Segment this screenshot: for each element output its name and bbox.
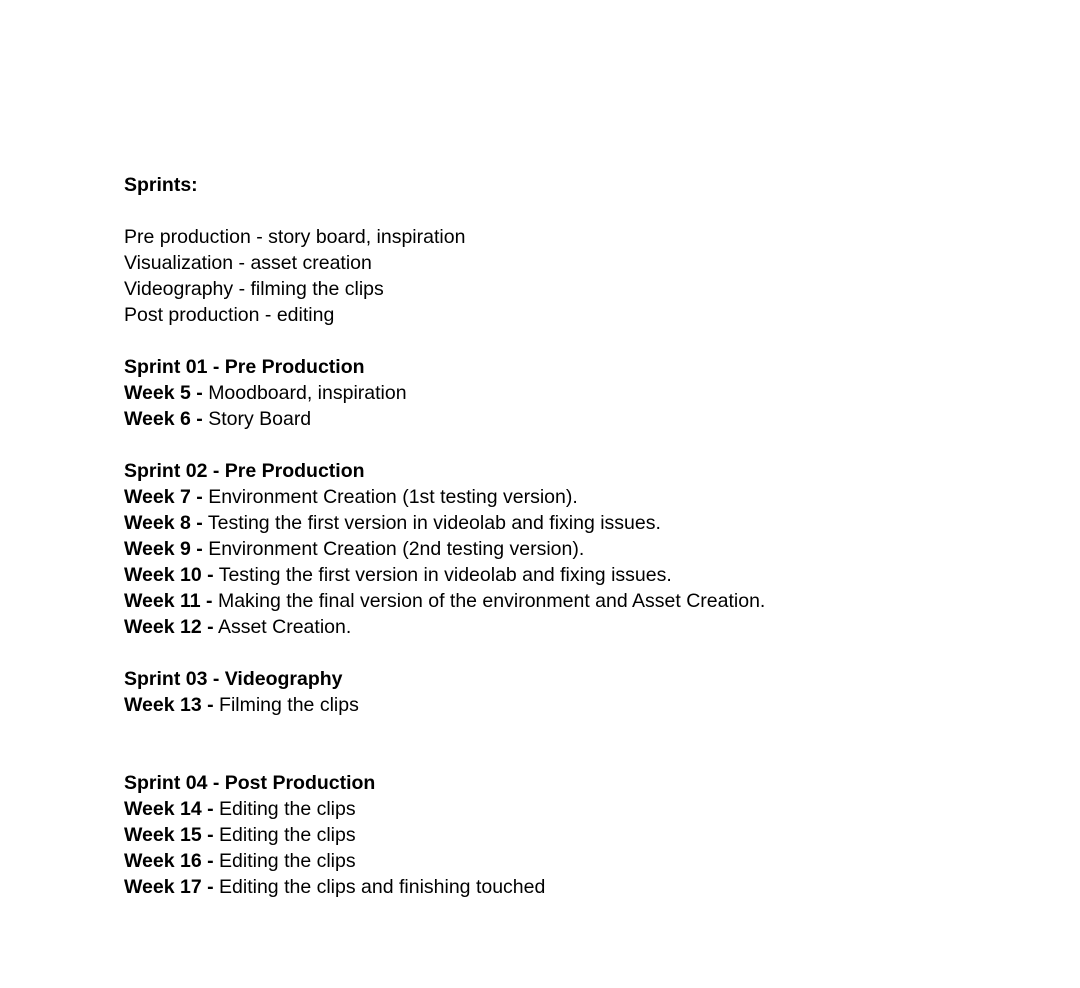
week-line bbox=[124, 822, 1080, 848]
week-line bbox=[124, 848, 1080, 874]
week-line bbox=[124, 588, 1080, 614]
week-line bbox=[124, 874, 1080, 900]
week-description: Editing the clips bbox=[219, 798, 356, 820]
week-description: Environment Creation (1st testing version). bbox=[208, 486, 578, 508]
week-description: Filming the clips bbox=[219, 694, 359, 716]
spacer-after-sprint-02 bbox=[124, 640, 1080, 666]
week-line bbox=[124, 484, 1080, 510]
phase-item: Pre production - story board, inspiration bbox=[124, 226, 466, 248]
week-description: Editing the clips bbox=[219, 824, 356, 846]
week-line bbox=[124, 510, 1080, 536]
phase-item: Videography - filming the clips bbox=[124, 278, 384, 300]
week-line bbox=[124, 796, 1080, 822]
week-line bbox=[124, 380, 1080, 406]
page-title: Sprints: bbox=[124, 174, 198, 196]
week-line bbox=[124, 406, 1080, 432]
week-line bbox=[124, 692, 1080, 718]
week-description: Testing the first version in videolab and fixing issues. bbox=[207, 512, 661, 534]
sprint-block-01 bbox=[124, 354, 1080, 432]
sprint-heading: Sprint 01 - Pre Production bbox=[124, 356, 365, 378]
week-line bbox=[124, 536, 1080, 562]
week-label: Week 11 - bbox=[124, 590, 213, 612]
week-label: Week 16 - bbox=[124, 850, 214, 872]
week-label: Week 15 - bbox=[124, 824, 214, 846]
phase-item: Post production - editing bbox=[124, 304, 335, 326]
week-label: Week 17 - bbox=[124, 876, 214, 898]
week-description: Moodboard, inspiration bbox=[208, 382, 407, 404]
sprint-heading: Sprint 03 - Videography bbox=[124, 668, 343, 690]
week-description: Asset Creation. bbox=[217, 616, 352, 638]
week-label: Week 10 - bbox=[124, 564, 214, 586]
week-description: Editing the clips and finishing touched bbox=[219, 876, 546, 898]
week-label: Week 12 - bbox=[124, 616, 214, 638]
week-label: Week 13 - bbox=[124, 694, 214, 716]
week-description: Story Board bbox=[208, 408, 312, 430]
sprint-heading: Sprint 02 - Pre Production bbox=[124, 460, 365, 482]
week-description: Making the final version of the environment and Asset Creation. bbox=[217, 590, 766, 612]
spacer-after-title bbox=[124, 198, 1080, 224]
phase-list bbox=[124, 224, 1080, 328]
week-line bbox=[124, 562, 1080, 588]
week-label: Week 7 - bbox=[124, 486, 203, 508]
sprint-block-03 bbox=[124, 666, 1080, 718]
week-label: Week 8 - bbox=[124, 512, 203, 534]
week-description: Editing the clips bbox=[219, 850, 356, 872]
week-description: Environment Creation (2nd testing version). bbox=[208, 538, 585, 560]
week-label: Week 5 - bbox=[124, 382, 203, 404]
sprint-block-04 bbox=[124, 770, 1080, 900]
spacer-after-sprint-01 bbox=[124, 432, 1080, 458]
spacer-after-phases bbox=[124, 328, 1080, 354]
sprint-heading: Sprint 04 - Post Production bbox=[124, 772, 376, 794]
phase-item: Visualization - asset creation bbox=[124, 252, 372, 274]
week-line bbox=[124, 614, 1080, 640]
week-label: Week 6 - bbox=[124, 408, 203, 430]
sprint-block-02 bbox=[124, 458, 1080, 640]
week-description: Testing the first version in videolab and fixing issues. bbox=[218, 564, 672, 586]
week-label: Week 14 - bbox=[124, 798, 214, 820]
week-label: Week 9 - bbox=[124, 538, 203, 560]
spacer-after-sprint-03 bbox=[124, 718, 1080, 770]
